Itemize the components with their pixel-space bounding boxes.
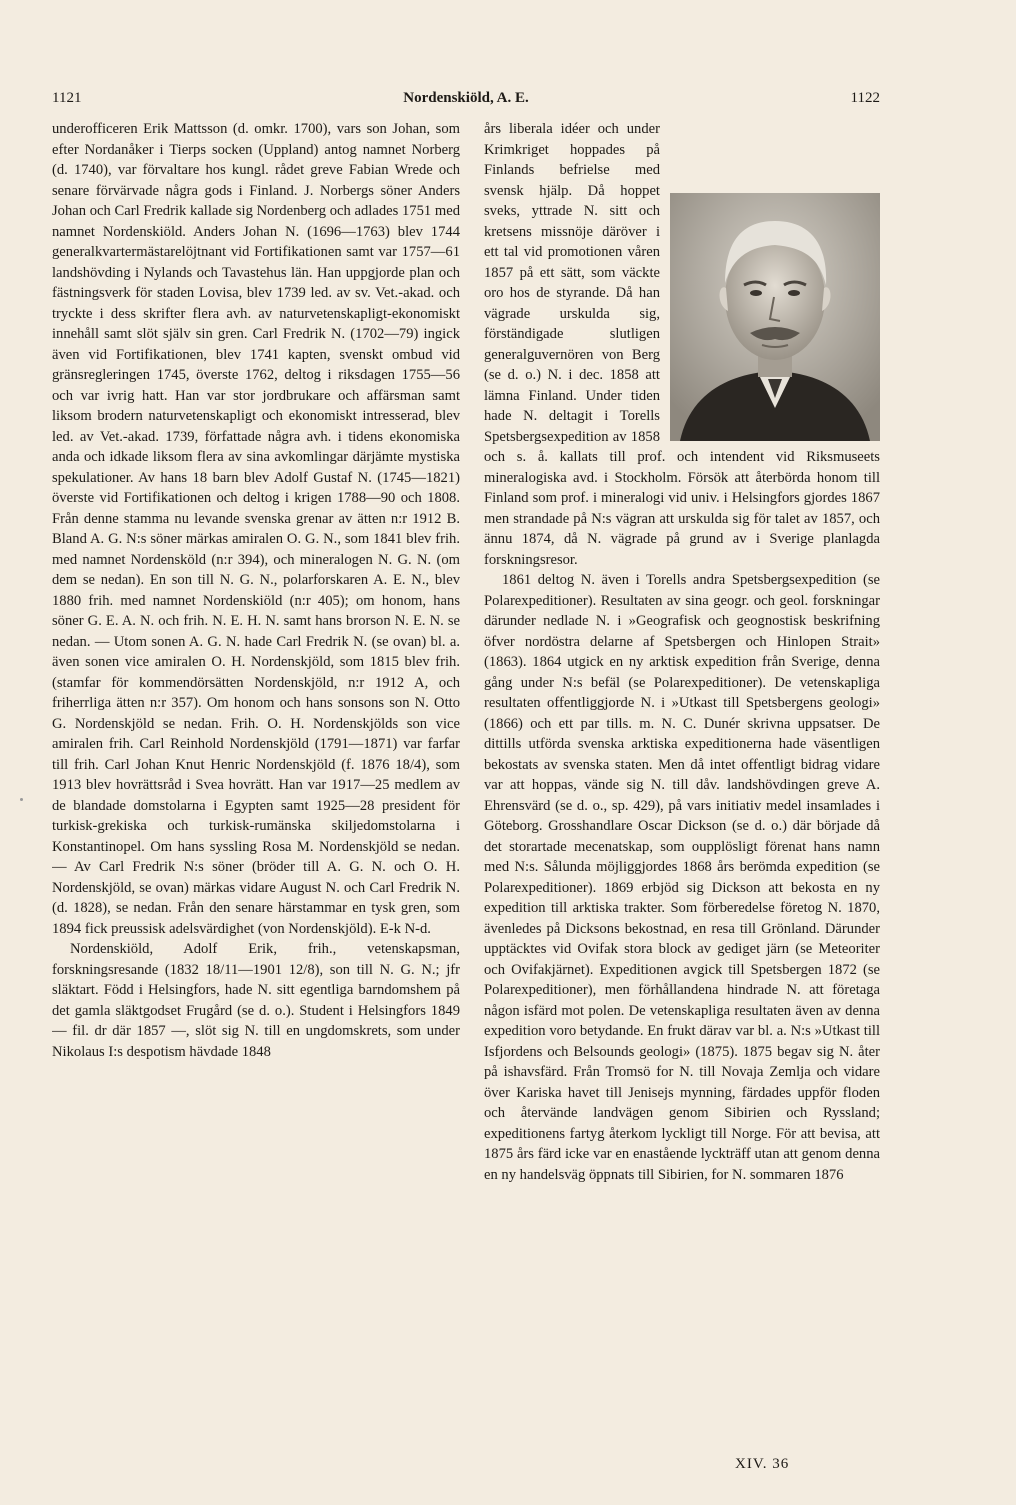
paragraph-expulsion-from-finland: års liberala idéer och under Krimkriget hoppades på Finlands befrielse med svensk hjälp. Då hoppet sveks, yttrade N. sitt och kretsens missnöje däröver i ett tal vid promotionen våren 1857 på ett sätt, som väckte oro hos de styrande. Då han vägrade urskulda sig, förständigade slutligen generalguvernören von Berg (se d. o.) N. i dec. 1858 att lämna Finland. Under tiden hade N. deltagit i Torells Spetsbergsexpedition av 1858 och s. å. kallats till prof. och intendent vid Riksmuseets mineralogiska avd. i Stockholm. Försök att återbörda honom till Finland som prof. i mineralogi vid univ. i Helsingfors gjordes 1867 men strandade på N:s vägran att urskulda sig för talet av 1857, och ännu 1874, då N. vägrade på grund av i Sverige planlagda forskningsresor. xyxy=(484,121,880,568)
running-title: Nordenskiöld, A. E. xyxy=(403,90,529,106)
left-column-number: 1121 xyxy=(52,90,82,106)
portrait-illustration xyxy=(670,193,880,441)
paragraph-family-history: underofficeren Erik Mattsson (d. omkr. 1700), vars son Johan, som efter Nordanåker i Tierps socken (Uppland) antog namnet Norberg (d. 1740), var förvaltare hos kungl. rådet greve Fabian Wrede och senare förvärvade några gods i Finland. J. Norbergs söner Anders Johan och Carl Fredrik kallade sig Nordenberg och adlades 1751 med namnet Nordenskiöld. Anders Johan N. (1696—1763) blev 1744 generalkvartermästarelöjtnant vid Fortifikationen samt var 1757—61 landshövding i Nylands och Tavastehus län. Han uppgjorde plan och fästningsverk för staden Lovisa, blev 1739 led. av sv. Vet.-akad. och tryckte i dess skrifter flera avh. av naturvetenskapligt-ekonomiskt innehåll samt slöt själv sin gren. Carl Fredrik N. (1702—79) ingick även vid Fortifikationen, blev 1741 kapten, svenskt ombud vid gränsregleringen 1745, överste 1762, deltog i riksdagen 1755—56 och var ivrig hatt. Han var stor jordbrukare och affärsman samt liksom brodern naturvetenskapligt och ekonomiskt intresserad, blev led. av Vet.-akad. 1739, författade några avh. i tidens ekonomiska anda och idkade liksom flera av sina avkomlingar därjämte mystiska spekulationer. Av hans 18 barn blev Adolf Gustaf N. (1745—1821) överste vid Fortifikationen och deltog i krigen 1788—90 och 1808. Från denne stamma nu levande svenska grenar av ätten n:r 1912 B. Bland A. G. N:s söner märkas amiralen O. G. N., som 1841 blev frih. med namnet Nordensköld (n:r 394), och mineralogen N. G. N. (om dem se nedan). En son till N. G. N., polarforskaren A. E. N., blev 1880 frih. med namnet Nordenskiöld (n:r 405); om honom, hans söner G. E. A. N. och frih. N. E. H. N. samt hans brorson N. E. N. se nedan. — Utom sonen A. G. N. hade Carl Fredrik N. (se ovan) bl. a. även sonen vice amiralen O. H. Nordenskjöld, som 1815 blev frih. (stamfar för kommendörsätten Nordenskjöld, n:r 1912 A, och friherrliga ätten n:r 357). Om honom och hans sonsons son N. Otto G. Nordenskjöld se nedan. Frih. O. H. Nordenskjölds son vice amiralen frih. Carl Reinhold Nordenskjöld (1791—1871) var farfar till frih. Carl Johan Knut Henric Nordenskjöld (f. 1876 18/4), som 1913 blev hovrättsråd i Svea hovrätt. Han var 1917—25 medlem av de blandade domstolarna i Egypten samt 1925—28 president för turkisk-grekiska och turkisk-rumänska skiljedomstolarna i Konstantinopel. Om hans syssling Rosa M. Nordenskjöld se nedan. — Av Carl Fredrik N:s söner (bröder till A. G. N. och O. H. Nordenskjöld, se ovan) märkas vidare August N. och Carl Fredrik N. (d. 1828), se nedan. Från den senare härstammar en tysk gren, som 1894 fick preussisk adelsvärdighet (von Nordenskjöld). E-k N-d. xyxy=(52,121,460,937)
right-column-number: 1122 xyxy=(850,90,880,106)
left-text-column xyxy=(52,119,460,1062)
signature-mark: XIV. 36 xyxy=(735,1456,790,1472)
running-header xyxy=(52,90,880,112)
right-text-column xyxy=(484,119,880,1185)
paragraph-adolf-erik-entry: Nordenskiöld, Adolf Erik, frih., vetenskapsman, forskningsresande (1832 18/11—1901 12/8), son till N. G. N.; jfr släktart. Född i Helsingfors, hade N. sitt egentliga barndomshem på det gamla släktgodset Frugård (se d. o.). Student i Helsingfors 1849 — fil. dr där 1857 —, slöt sig N. till en ungdomskrets, som under Nikolaus I:s despotism hävdade 1848 xyxy=(52,941,460,1060)
portrait-photo xyxy=(670,193,880,441)
margin-speck xyxy=(20,798,23,801)
paragraph-arctic-expeditions: 1861 deltog N. även i Torells andra Spetsbergsexpedition (se Polarexpeditioner). Resultaten av sina geogr. och geol. forskningar därunder nedlade N. i »Geografisk och geognostisk beskrifning öfver nordöstra delarne af Spetsbergen och Hinlopen Strait» (1863). 1864 utgick en ny arktisk expedition från Sverige, denna gång under N:s befäl (se Polarexpeditioner). De vetenskapliga resultaten offentliggjorde N. i »Utkast till Spetsbergens geologi» (1866) och ett par tills. m. N. C. Dunér skrivna uppsatser. De dittills utförda svenska arktiska expeditionerna hade väsentligen bekostats av svenska staten. Men då intet offentligt bidrag vidare var att hoppas, vände sig N. till dåv. landshövdingen greve A. Ehrensvärd (se d. o., sp. 429), på vars initiativ medel insamlades i Göteborg. Grosshandlare Oscar Dickson (se d. o.) där började då det storartade mecenatskap, som oupplösligt förenat hans namn med N:s. Sålunda möjliggjordes 1868 års berömda expedition (se Polarexpeditioner). 1869 erbjöd sig Dickson att bekosta en ny expedition till arktiska trakter. Som förberedelse företog N. 1870, ävenledes på Dicksons bekostnad, en resa till Grönland. Därunder upptäcktes vid Ovifak stora block av gediget järn (se Meteoriter och Ovifakjärnet). Expeditionen avgick till Spetsbergen 1872 (se Polarexpeditioner), men förhållandena hindrade N. att företaga någon isfärd mot polen. De vetenskapliga resultaten även av denna expedition voro betydande. En frukt därav var bl. a. N:s »Utkast till Isfjordens och Belsounds geologi» (1875). 1875 begav sig N. åter på ishavsfärd. Från Tromsö for N. till Novaja Zemlja och vidare över Kariska havet till Jenisejs mynning, färdades uppför floden och återvände landvägen genom Sibirien och Ryssland; expeditionens fartyg återkom lyckligt till Norge. För att bevisa, att 1875 års färd icke var en enastående lyckträff utan att genom denna en ny handelsväg öppnats till Sibirien, for N. sommaren 1876 xyxy=(484,572,880,1183)
